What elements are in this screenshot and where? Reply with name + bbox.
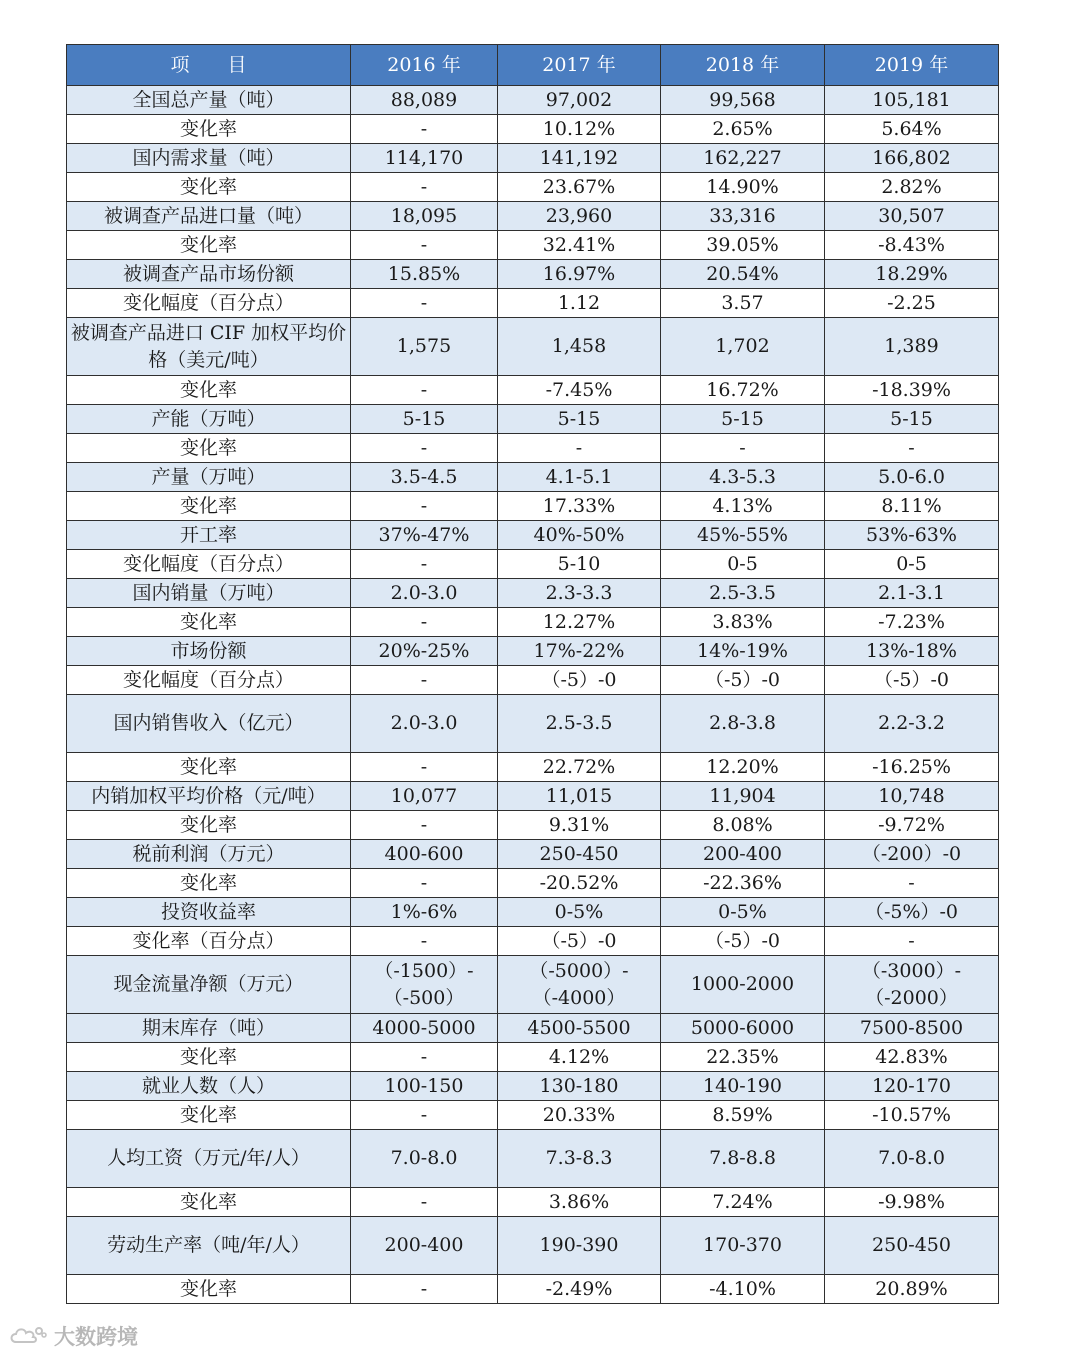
cell-2018: 8.59% [661,1101,825,1130]
cell-2016: 88,089 [351,86,498,115]
cell-2019: 250-450 [825,1217,999,1275]
cell-2017: 1,458 [498,318,661,376]
cell-2017: 130-180 [498,1072,661,1101]
cell-2019: 10,748 [825,782,999,811]
table-row [67,231,999,260]
table-row [67,1188,999,1217]
cell-2019: -8.43% [825,231,999,260]
cell-2016: - [351,231,498,260]
cell-2019: - [825,869,999,898]
row-label: 变化率 [67,811,351,840]
row-label: 投资收益率 [67,898,351,927]
row-label: 人均工资（万元/年/人） [67,1130,351,1188]
table-row [67,753,999,782]
cell-2018: 11,904 [661,782,825,811]
row-label: 变化率（百分点） [67,927,351,956]
cell-2018: 4.13% [661,492,825,521]
row-label: 国内销量（万吨） [67,579,351,608]
cell-2018: 162,227 [661,144,825,173]
cell-2017: -7.45% [498,376,661,405]
cell-2018: 1,702 [661,318,825,376]
cell-2017: 5-10 [498,550,661,579]
cell-2018: - [661,434,825,463]
cell-2019: 8.11% [825,492,999,521]
cell-2017: 22.72% [498,753,661,782]
cell-2018: 0-5% [661,898,825,927]
cell-2016: - [351,1043,498,1072]
cell-2019: 5-15 [825,405,999,434]
cell-2019: 5.64% [825,115,999,144]
cell-2017: - [498,434,661,463]
cell-2018: 16.72% [661,376,825,405]
cell-2018: 2.5-3.5 [661,579,825,608]
cell-2018: 5-15 [661,405,825,434]
cell-2016: - [351,608,498,637]
table-row [67,1130,999,1188]
cell-2017: 7.3-8.3 [498,1130,661,1188]
cell-2019: -9.72% [825,811,999,840]
cell-2017: 9.31% [498,811,661,840]
row-label: 变化率 [67,1043,351,1072]
cell-2018: 2.65% [661,115,825,144]
cell-2016: - [351,434,498,463]
cell-2016: 18,095 [351,202,498,231]
cell-2019: 7.0-8.0 [825,1130,999,1188]
cell-2018: 12.20% [661,753,825,782]
cell-2018: 5000-6000 [661,1014,825,1043]
cell-2016: 2.0-3.0 [351,695,498,753]
header-2018: 2018 年 [661,45,825,86]
cell-2019: （-5）-0 [825,666,999,695]
cell-2016: 15.85% [351,260,498,289]
cell-2019: 7500-8500 [825,1014,999,1043]
cell-2018: 3.57 [661,289,825,318]
table-row [67,782,999,811]
cell-2016: - [351,492,498,521]
cell-2017: （-5000）-（-4000） [498,956,661,1014]
row-label: 被调查产品进口 CIF 加权平均价格（美元/吨） [67,318,351,376]
cell-2016: 114,170 [351,144,498,173]
cell-2019: 5.0-6.0 [825,463,999,492]
cell-2016: 1,575 [351,318,498,376]
cell-2017: 4500-5500 [498,1014,661,1043]
table-row [67,608,999,637]
header-2017: 2017 年 [498,45,661,86]
cell-2019: 120-170 [825,1072,999,1101]
cell-2017: （-5）-0 [498,927,661,956]
cell-2017: 5-15 [498,405,661,434]
table-row [67,1101,999,1130]
cell-2018: -4.10% [661,1275,825,1304]
table-row [67,898,999,927]
cell-2016: - [351,289,498,318]
row-label: 变化率 [67,753,351,782]
cell-2018: 14.90% [661,173,825,202]
table-row [67,492,999,521]
header-2019: 2019 年 [825,45,999,86]
table-row [67,318,999,376]
cell-2018: 1000-2000 [661,956,825,1014]
cell-2016: 400-600 [351,840,498,869]
row-label: 变化率 [67,1275,351,1304]
table-row [67,1014,999,1043]
cell-2016: 5-15 [351,405,498,434]
row-label: 变化率 [67,1188,351,1217]
cell-2019: 1,389 [825,318,999,376]
cell-2018: 3.83% [661,608,825,637]
cell-2018: 14%-19% [661,637,825,666]
cell-2017: -2.49% [498,1275,661,1304]
cell-2018: 20.54% [661,260,825,289]
cell-2019: 13%-18% [825,637,999,666]
cell-2016: - [351,811,498,840]
cell-2019: 42.83% [825,1043,999,1072]
row-label: 变化率 [67,492,351,521]
cell-2016: - [351,376,498,405]
cell-2018: 33,316 [661,202,825,231]
row-label: 全国总产量（吨） [67,86,351,115]
cell-2018: 99,568 [661,86,825,115]
header-row [67,45,999,86]
cell-2016: 37%-47% [351,521,498,550]
cell-2016: （-1500）-（-500） [351,956,498,1014]
cell-2017: 1.12 [498,289,661,318]
cell-2016: 1%-6% [351,898,498,927]
cell-2019: 18.29% [825,260,999,289]
cell-2018: 0-5 [661,550,825,579]
cell-2017: 250-450 [498,840,661,869]
cell-2018: 200-400 [661,840,825,869]
table-row [67,666,999,695]
cell-2017: 141,192 [498,144,661,173]
cell-2016: - [351,550,498,579]
cell-2019: 53%-63% [825,521,999,550]
cell-2017: 16.97% [498,260,661,289]
row-label: 被调查产品进口量（吨） [67,202,351,231]
cell-2016: - [351,173,498,202]
header-item: 项 目 [67,45,351,86]
cell-2016: 20%-25% [351,637,498,666]
cell-2017: 17%-22% [498,637,661,666]
table-body [67,86,999,1304]
table-row [67,840,999,869]
cell-2017: 4.1-5.1 [498,463,661,492]
table-row [67,927,999,956]
cell-2019: 30,507 [825,202,999,231]
cell-2018: 39.05% [661,231,825,260]
cell-2019: -10.57% [825,1101,999,1130]
cell-2019: -9.98% [825,1188,999,1217]
cell-2016: - [351,1101,498,1130]
row-label: 变化率 [67,231,351,260]
cell-2017: 10.12% [498,115,661,144]
cell-2017: 2.5-3.5 [498,695,661,753]
table-row [67,405,999,434]
cell-2019: 105,181 [825,86,999,115]
table-row [67,695,999,753]
cell-2017: 2.3-3.3 [498,579,661,608]
cell-2019: -2.25 [825,289,999,318]
row-label: 变化率 [67,115,351,144]
row-label: 变化率 [67,376,351,405]
table-row [67,434,999,463]
row-label: 市场份额 [67,637,351,666]
table-row [67,637,999,666]
row-label: 变化率 [67,869,351,898]
cell-2017: 3.86% [498,1188,661,1217]
row-label: 变化率 [67,608,351,637]
cell-2016: 10,077 [351,782,498,811]
table-row [67,956,999,1014]
cell-2016: - [351,1188,498,1217]
cell-2016: - [351,869,498,898]
cell-2016: - [351,1275,498,1304]
table-row [67,811,999,840]
cell-2018: （-5）-0 [661,927,825,956]
cell-2016: - [351,753,498,782]
cell-2017: 12.27% [498,608,661,637]
row-label: 被调查产品市场份额 [67,260,351,289]
row-label: 现金流量净额（万元） [67,956,351,1014]
cell-2017: 11,015 [498,782,661,811]
cell-2016: 3.5-4.5 [351,463,498,492]
header-2016: 2016 年 [351,45,498,86]
row-label: 国内需求量（吨） [67,144,351,173]
cell-2019: 2.1-3.1 [825,579,999,608]
row-label: 开工率 [67,521,351,550]
cell-2017: 23.67% [498,173,661,202]
table-row [67,260,999,289]
cell-2016: 7.0-8.0 [351,1130,498,1188]
cell-2018: 140-190 [661,1072,825,1101]
table-row [67,86,999,115]
cell-2016: - [351,927,498,956]
cell-2019: （-3000）-（-2000） [825,956,999,1014]
cell-2018: 45%-55% [661,521,825,550]
cell-2018: 2.8-3.8 [661,695,825,753]
cell-2016: 100-150 [351,1072,498,1101]
cell-2017: （-5）-0 [498,666,661,695]
cell-2017: 4.12% [498,1043,661,1072]
row-label: 期末库存（吨） [67,1014,351,1043]
cell-2019: -16.25% [825,753,999,782]
watermark-text: 大数跨境 [54,1325,138,1349]
cell-2018: （-5）-0 [661,666,825,695]
table-row [67,550,999,579]
cell-2019: -18.39% [825,376,999,405]
cell-2017: 23,960 [498,202,661,231]
cell-2019: （-200）-0 [825,840,999,869]
cell-2019: - [825,927,999,956]
cell-2016: - [351,115,498,144]
table-row [67,173,999,202]
cell-2018: 8.08% [661,811,825,840]
row-label: 内销加权平均价格（元/吨） [67,782,351,811]
table-row [67,1217,999,1275]
cell-2018: 7.24% [661,1188,825,1217]
table-row [67,1072,999,1101]
table-row [67,202,999,231]
cell-2017: 190-390 [498,1217,661,1275]
row-label: 税前利润（万元） [67,840,351,869]
cell-2018: 4.3-5.3 [661,463,825,492]
cell-2016: 200-400 [351,1217,498,1275]
row-label: 国内销售收入（亿元） [67,695,351,753]
cloud-logo-icon [8,1324,48,1348]
cell-2017: 40%-50% [498,521,661,550]
cell-2019: 2.2-3.2 [825,695,999,753]
row-label: 变化幅度（百分点） [67,666,351,695]
cell-2017: 20.33% [498,1101,661,1130]
cell-2018: 22.35% [661,1043,825,1072]
cell-2016: - [351,666,498,695]
table-row [67,144,999,173]
row-label: 产量（万吨） [67,463,351,492]
row-label: 就业人数（人） [67,1072,351,1101]
row-label: 劳动生产率（吨/年/人） [67,1217,351,1275]
cell-2018: 7.8-8.8 [661,1130,825,1188]
cell-2019: （-5%）-0 [825,898,999,927]
table-row [67,376,999,405]
cell-2019: 0-5 [825,550,999,579]
cell-2017: 32.41% [498,231,661,260]
row-label: 变化幅度（百分点） [67,550,351,579]
row-label: 变化率 [67,173,351,202]
table-row [67,289,999,318]
cell-2016: 2.0-3.0 [351,579,498,608]
table-row [67,869,999,898]
cell-2017: 97,002 [498,86,661,115]
table-row [67,463,999,492]
cell-2018: -22.36% [661,869,825,898]
row-label: 变化幅度（百分点） [67,289,351,318]
watermark [8,1322,138,1350]
cell-2019: 166,802 [825,144,999,173]
cell-2019: - [825,434,999,463]
row-label: 产能（万吨） [67,405,351,434]
data-table [66,44,999,1304]
cell-2017: 0-5% [498,898,661,927]
cell-2017: -20.52% [498,869,661,898]
row-label: 变化率 [67,434,351,463]
table-row [67,1043,999,1072]
cell-2017: 17.33% [498,492,661,521]
cell-2019: -7.23% [825,608,999,637]
cell-2016: 4000-5000 [351,1014,498,1043]
table-row [67,579,999,608]
table-row [67,521,999,550]
table-row [67,1275,999,1304]
row-label: 变化率 [67,1101,351,1130]
cell-2019: 2.82% [825,173,999,202]
cell-2019: 20.89% [825,1275,999,1304]
table-row [67,115,999,144]
cell-2018: 170-370 [661,1217,825,1275]
